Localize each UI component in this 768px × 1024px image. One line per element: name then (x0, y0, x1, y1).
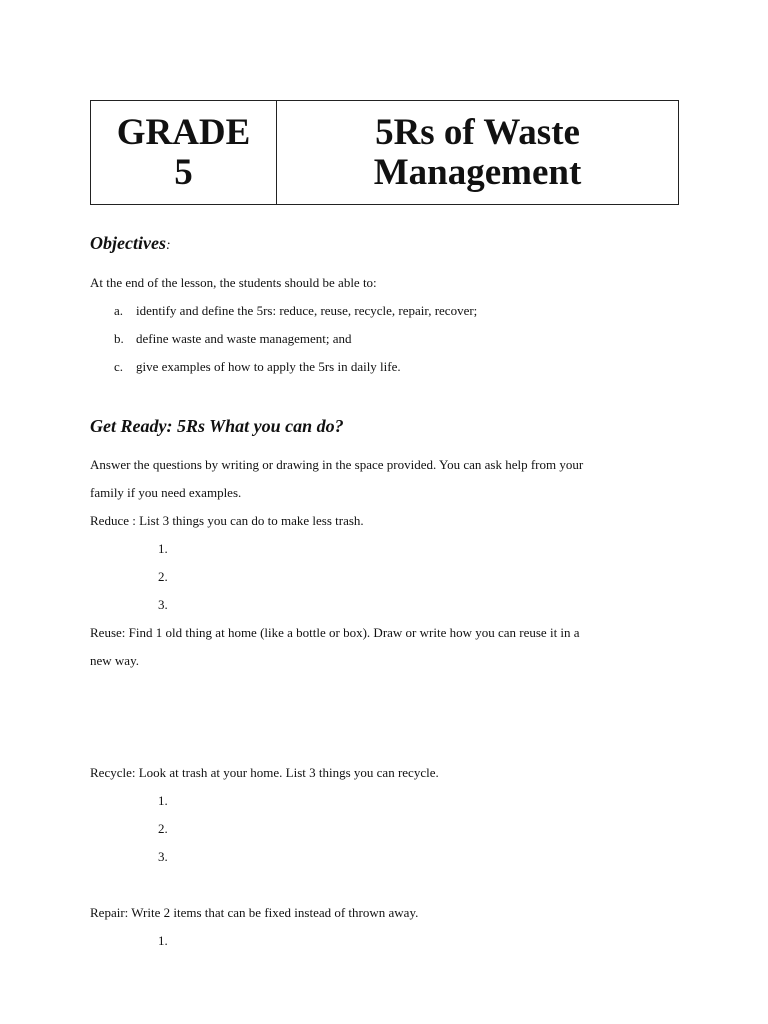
recycle-answer-2: 2. (158, 821, 168, 836)
reduce-prompt: Reduce : List 3 things you can do to make less trash. (90, 513, 364, 528)
title-cell (277, 101, 678, 204)
objective-text: define waste and waste management; and (136, 331, 352, 346)
objective-item-b (114, 331, 352, 347)
objective-marker: c. (114, 359, 124, 374)
recycle-prompt: Recycle: Look at trash at your home. List 3 things you can recycle. (90, 765, 439, 780)
reuse-prompt-line-2: new way. (90, 653, 139, 668)
reduce-answer-3: 3. (158, 597, 168, 612)
instructions-line-1: Answer the questions by writing or drawing in the space provided. You can ask help from your (90, 457, 584, 472)
instructions-line-2: family if you need examples. (90, 485, 242, 500)
recycle-answer-1: 1. (158, 793, 168, 808)
reduce-answer-1: 1. (158, 541, 168, 556)
objectives-heading-text: Objectives (90, 233, 166, 253)
objectives-heading (90, 233, 171, 254)
objective-text: give examples of how to apply the 5rs in daily life. (136, 359, 401, 374)
grade-cell (91, 101, 277, 204)
objective-item-a (114, 303, 477, 319)
title-line-1: 5Rs of Waste (375, 111, 580, 153)
objective-marker: b. (114, 331, 124, 346)
repair-prompt: Repair: Write 2 items that can be fixed instead of thrown away. (90, 905, 419, 920)
grade-label: GRADE (116, 111, 251, 153)
objective-item-c (114, 359, 401, 375)
objective-marker: a. (114, 303, 124, 318)
reuse-prompt-line-1: Reuse: Find 1 old thing at home (like a bottle or box). Draw or write how you can reuse it in a (90, 625, 580, 640)
objectives-heading-colon: : (165, 238, 171, 253)
objectives-intro: At the end of the lesson, the students should be able to: (90, 275, 377, 290)
title-line-2: Management (373, 151, 582, 193)
grade-number: 5 (174, 151, 193, 193)
repair-answer-1: 1. (158, 933, 168, 948)
recycle-answer-3: 3. (158, 849, 168, 864)
objective-text: identify and define the 5rs: reduce, reuse, recycle, repair, recover; (136, 303, 478, 318)
reduce-answer-2: 2. (158, 569, 168, 584)
header-table (90, 100, 679, 205)
get-ready-heading: Get Ready: 5Rs What you can do? (90, 416, 344, 436)
